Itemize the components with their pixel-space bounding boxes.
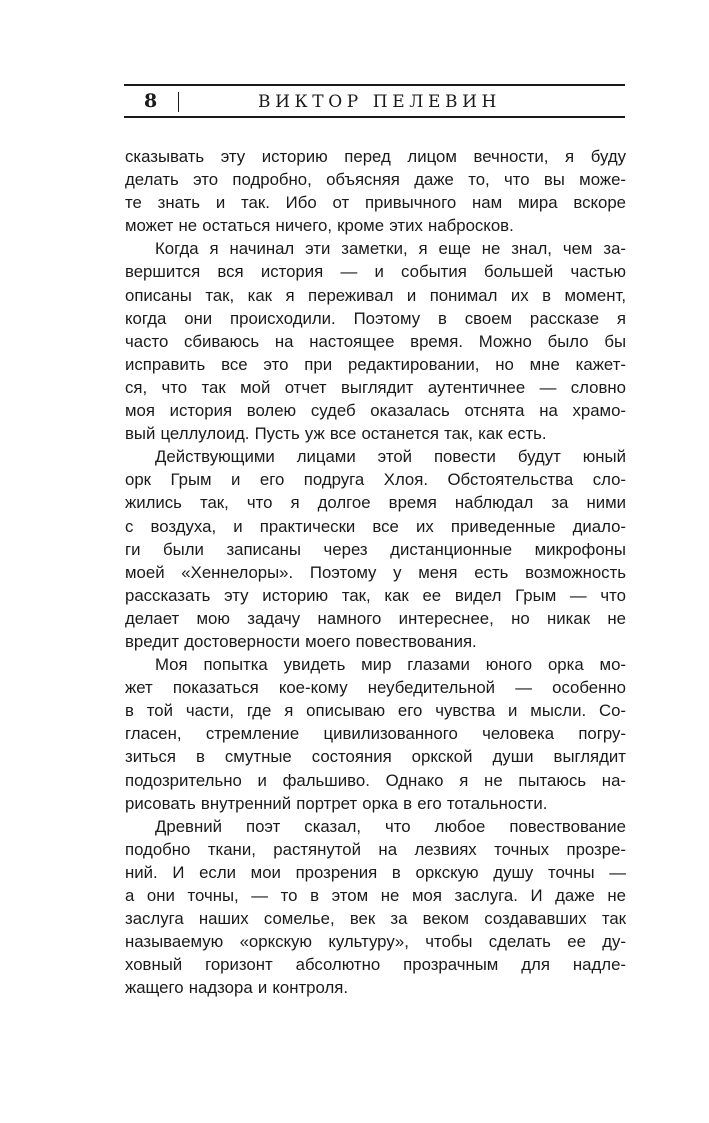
text-line: моей «Хеннелоры». Поэтому у меня есть возможность: [125, 562, 626, 582]
text-line: моя история волею судеб оказалась отснята на храмо-: [125, 401, 626, 421]
text-line: рассказать эту историю так, как ее видел Грым — что: [125, 585, 626, 605]
header-divider: [178, 92, 179, 112]
text-line: а они точны, — то в этом не моя заслуга. И даже не: [125, 886, 626, 905]
text-line: те знать и так. Ибо от привычного нам мира вскоре: [125, 193, 626, 213]
page-number: 8: [144, 90, 158, 112]
running-header: [124, 84, 625, 118]
text-line: вый целлулоид. Пусть уж все останется так, как есть.: [125, 424, 547, 444]
paragraph: [125, 145, 626, 237]
text-line: подобно ткани, растянутой на лезвиях точных прозре-: [125, 839, 626, 859]
text-line: исправить все это при редактировании, но мне кажет-: [125, 354, 626, 374]
text-line: жились так, что я долгое время наблюдал за ними: [125, 493, 626, 513]
text-line: с воздуха, и практически все их приведенные диало-: [125, 516, 626, 536]
text-line: сказывать эту историю перед лицом вечности, я буду: [125, 147, 626, 166]
text-line: Древний поэт сказал, что любое повествование: [155, 816, 626, 836]
text-line: вершится вся история — и события большей частью: [125, 262, 626, 282]
text-line: ги были записаны через дистанционные микрофоны: [125, 539, 626, 559]
text-line: вредит достоверности моего повествования.: [125, 631, 477, 651]
text-line: в той части, где я описываю его чувства и мысли. Со-: [125, 701, 626, 721]
text-line: описаны так, как я переживал и понимал их в момент,: [125, 285, 626, 305]
text-line: Когда я начинал эти заметки, я еще не знал, чем за-: [155, 239, 626, 259]
body-text: [125, 145, 626, 999]
text-line: когда они происходили. Поэтому в своем рассказе я: [125, 308, 626, 328]
text-line: жащего надзора и контроля.: [125, 978, 349, 998]
text-line: заслуга наших сомелье, век за веком создававших так: [125, 909, 626, 929]
text-line: ся, что так мой отчет выглядит аутентичнее — словно: [125, 377, 626, 397]
text-line: может не остаться ничего, кроме этих набросков.: [125, 216, 514, 236]
text-line: ний. И если мои прозрения в оркскую душу точны —: [125, 862, 626, 882]
text-line: рисовать внутренний портрет орка в его тотальности.: [125, 793, 548, 813]
paragraph: [125, 653, 626, 815]
text-line: орк Грым и его подруга Хлоя. Обстоятельства сло-: [125, 470, 626, 490]
paragraph: [125, 815, 626, 1000]
text-line: жет показаться кое-кому неубедительной — особенно: [125, 678, 626, 698]
text-line: делает мою задачу намного интереснее, но никак не: [125, 608, 626, 628]
text-line: делать это подробно, объясняя даже то, что вы може-: [125, 170, 626, 190]
author-name: ВИКТОР ПЕЛЕВИН: [258, 92, 501, 112]
paragraph: [125, 445, 626, 653]
text-line: гласен, стремление цивилизованного человека погру-: [125, 724, 626, 744]
text-line: часто сбиваюсь на настоящее время. Можно было бы: [125, 331, 626, 351]
text-line: ховный горизонт абсолютно прозрачным для надле-: [125, 955, 626, 975]
text-line: Действующими лицами этой повести будут юный: [155, 447, 626, 467]
text-line: называемую «оркскую культуру», чтобы сделать ее ду-: [125, 932, 626, 952]
text-line: зиться в смутные состояния оркской души выглядит: [125, 747, 626, 767]
text-line: подозрительно и фальшиво. Однако я не пытаюсь на-: [125, 770, 626, 790]
text-line: Моя попытка увидеть мир глазами юного орка мо-: [155, 655, 626, 675]
paragraph: [125, 237, 626, 445]
